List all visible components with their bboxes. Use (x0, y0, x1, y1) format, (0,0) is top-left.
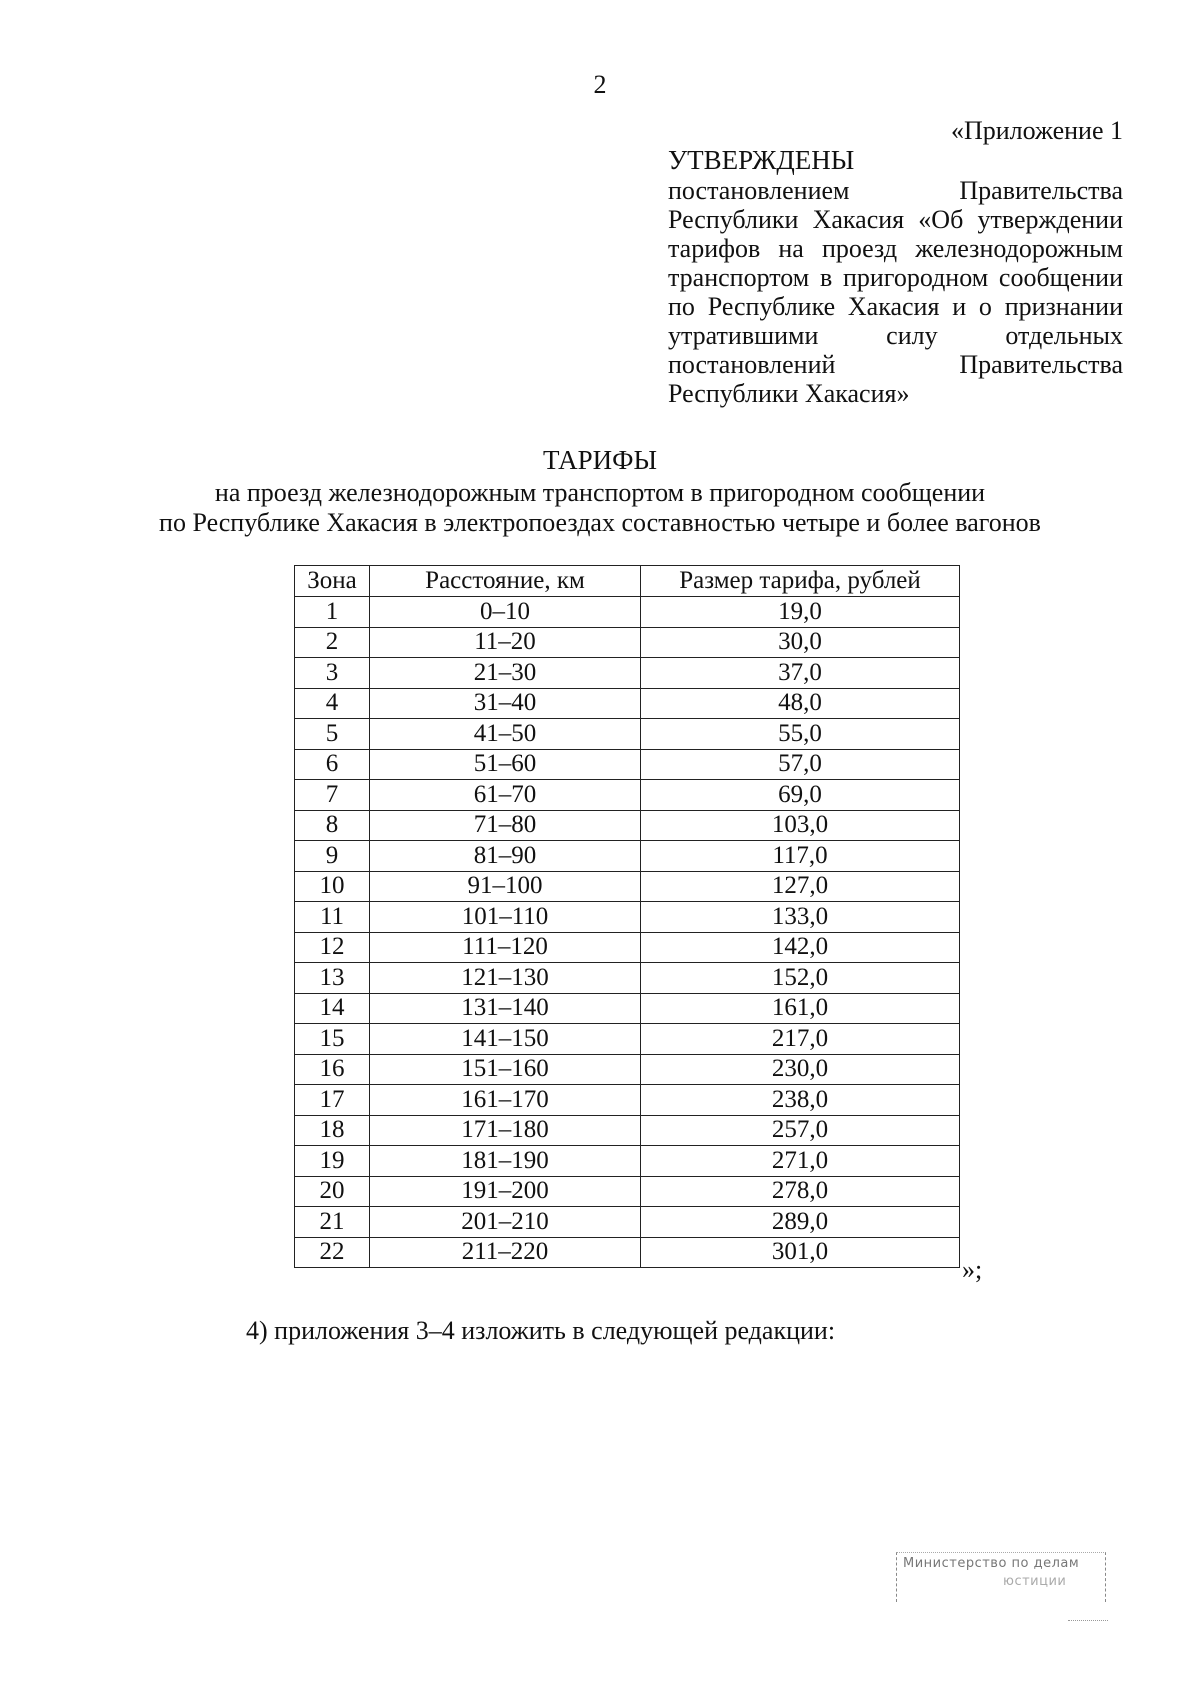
cell-tariff: 30,0 (641, 627, 960, 658)
cell-tariff: 161,0 (641, 993, 960, 1024)
cell-zone: 9 (295, 841, 370, 872)
document-subtitle (0, 478, 1200, 538)
table-row (295, 841, 960, 872)
approval-line: постановлением Правительства (668, 176, 1123, 205)
cell-tariff: 142,0 (641, 932, 960, 963)
registration-stamp (896, 1552, 1106, 1602)
approval-line: тарифов на проезд железнодорожным (668, 234, 1123, 263)
cell-zone: 6 (295, 749, 370, 780)
page-number: 2 (593, 70, 607, 99)
table-row (295, 902, 960, 933)
cell-tariff: 19,0 (641, 597, 960, 628)
cell-zone: 16 (295, 1054, 370, 1085)
table-row (295, 871, 960, 902)
cell-zone: 15 (295, 1024, 370, 1055)
table-row (295, 1237, 960, 1268)
cell-tariff: 289,0 (641, 1207, 960, 1238)
cell-tariff: 57,0 (641, 749, 960, 780)
approval-line: транспортом в пригородном сообщении (668, 263, 1123, 292)
table-row (295, 658, 960, 689)
stamp-line: юстиции (1003, 1574, 1067, 1589)
cell-tariff: 69,0 (641, 780, 960, 811)
approval-line: Республики Хакасия «Об утверждении (668, 205, 1123, 234)
cell-zone: 17 (295, 1085, 370, 1116)
cell-tariff: 271,0 (641, 1146, 960, 1177)
stamp-tail (1068, 1620, 1108, 1621)
cell-tariff: 217,0 (641, 1024, 960, 1055)
table-row (295, 993, 960, 1024)
stamp-line: Министерство по делам (903, 1556, 1080, 1571)
cell-distance: 0–10 (370, 597, 641, 628)
table-row (295, 597, 960, 628)
cell-zone: 18 (295, 1115, 370, 1146)
document-title: ТАРИФЫ (542, 445, 658, 475)
table-row (295, 1085, 960, 1116)
cell-zone: 8 (295, 810, 370, 841)
table-row (295, 1176, 960, 1207)
cell-zone: 22 (295, 1237, 370, 1268)
cell-tariff: 55,0 (641, 719, 960, 750)
table-row (295, 688, 960, 719)
cell-zone: 13 (295, 963, 370, 994)
cell-tariff: 103,0 (641, 810, 960, 841)
cell-distance: 71–80 (370, 810, 641, 841)
cell-distance: 141–150 (370, 1024, 641, 1055)
cell-zone: 12 (295, 932, 370, 963)
cell-zone: 21 (295, 1207, 370, 1238)
cell-distance: 171–180 (370, 1115, 641, 1146)
approval-line: Республики Хакасия» (668, 379, 910, 408)
cell-distance: 151–160 (370, 1054, 641, 1085)
cell-distance: 161–170 (370, 1085, 641, 1116)
table-row (295, 627, 960, 658)
table-row (295, 1054, 960, 1085)
table-row (295, 932, 960, 963)
cell-tariff: 230,0 (641, 1054, 960, 1085)
table-row (295, 1024, 960, 1055)
appendix-label: «Приложение 1 (950, 116, 1123, 145)
cell-distance: 191–200 (370, 1176, 641, 1207)
cell-distance: 111–120 (370, 932, 641, 963)
cell-distance: 81–90 (370, 841, 641, 872)
cell-zone: 2 (295, 627, 370, 658)
approval-line: утратившими силу отдельных (668, 321, 1123, 350)
cell-tariff: 117,0 (641, 841, 960, 872)
table-row (295, 1207, 960, 1238)
tariff-table (294, 565, 960, 1268)
cell-distance: 11–20 (370, 627, 641, 658)
cell-tariff: 238,0 (641, 1085, 960, 1116)
header-zone: Зона (295, 566, 370, 597)
cell-zone: 7 (295, 780, 370, 811)
cell-distance: 91–100 (370, 871, 641, 902)
cell-distance: 131–140 (370, 993, 641, 1024)
table-row (295, 810, 960, 841)
cell-zone: 20 (295, 1176, 370, 1207)
table-row (295, 780, 960, 811)
cell-tariff: 301,0 (641, 1237, 960, 1268)
cell-distance: 101–110 (370, 902, 641, 933)
table-row (295, 963, 960, 994)
approval-line: постановлений Правительства (668, 350, 1123, 379)
cell-zone: 19 (295, 1146, 370, 1177)
approval-text (668, 176, 1123, 408)
cell-zone: 3 (295, 658, 370, 689)
cell-zone: 11 (295, 902, 370, 933)
cell-distance: 51–60 (370, 749, 641, 780)
table-row (295, 719, 960, 750)
table-row (295, 749, 960, 780)
approval-line: по Республике Хакасия и о признании (668, 292, 1123, 321)
table-body (295, 597, 960, 1268)
cell-tariff: 133,0 (641, 902, 960, 933)
amendment-item: 4) приложения 3–4 изложить в следующей редакции: (246, 1316, 836, 1345)
table-row (295, 1146, 960, 1177)
cell-distance: 61–70 (370, 780, 641, 811)
cell-distance: 211–220 (370, 1237, 641, 1268)
cell-tariff: 152,0 (641, 963, 960, 994)
cell-distance: 181–190 (370, 1146, 641, 1177)
cell-tariff: 37,0 (641, 658, 960, 689)
cell-distance: 121–130 (370, 963, 641, 994)
table-row (295, 1115, 960, 1146)
cell-tariff: 257,0 (641, 1115, 960, 1146)
cell-zone: 5 (295, 719, 370, 750)
cell-zone: 4 (295, 688, 370, 719)
cell-distance: 31–40 (370, 688, 641, 719)
header-distance: Расстояние, км (370, 566, 641, 597)
cell-tariff: 127,0 (641, 871, 960, 902)
subtitle-line: на проезд железнодорожным транспортом в пригородном сообщении (214, 478, 986, 507)
cell-distance: 41–50 (370, 719, 641, 750)
approval-title: УТВЕРЖДЕНЫ (668, 145, 855, 175)
cell-tariff: 48,0 (641, 688, 960, 719)
table-header-row (295, 566, 960, 597)
cell-zone: 1 (295, 597, 370, 628)
approval-block (668, 146, 1123, 408)
cell-distance: 201–210 (370, 1207, 641, 1238)
cell-zone: 10 (295, 871, 370, 902)
closing-quote: »; (962, 1255, 983, 1284)
cell-zone: 14 (295, 993, 370, 1024)
cell-distance: 21–30 (370, 658, 641, 689)
cell-tariff: 278,0 (641, 1176, 960, 1207)
header-tariff: Размер тарифа, рублей (641, 566, 960, 597)
subtitle-line: по Республике Хакасия в электропоездах составностью четыре и более вагонов (159, 508, 1041, 537)
